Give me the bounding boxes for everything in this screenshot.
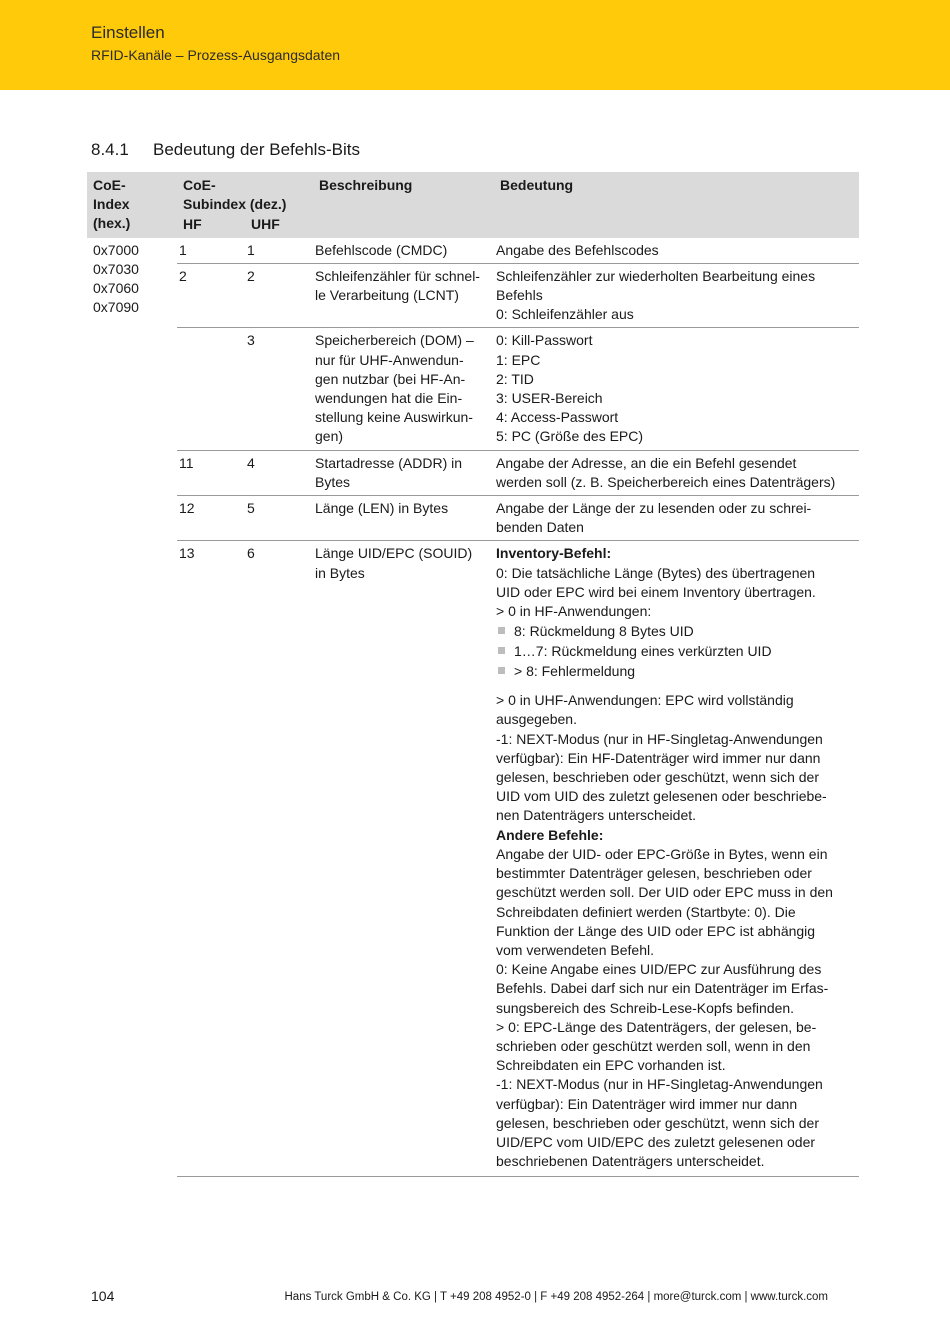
meaning-cell: Schleifenzähler zur wiederholten Bearbeitung eines Befehls 0: Schleifenzähler aus — [494, 263, 859, 328]
meaning-cell: Angabe des Befehlscodes — [494, 238, 859, 264]
table-row — [87, 450, 859, 495]
index-value: 0x7000 — [93, 241, 139, 258]
index-cell — [87, 238, 177, 1177]
table-row — [87, 541, 859, 1177]
header-subtitle: RFID-Kanäle – Prozess-Ausgangsdaten — [91, 47, 341, 63]
meaning-cell: 0: Kill-Passwort 1: EPC 2: TID 3: USER-Bereich 4: Access-Passwort 5: PC (Größe des EPC) — [494, 328, 859, 450]
description-cell: Länge (LEN) in Bytes — [313, 496, 494, 541]
description-cell: Länge UID/EPC (SOUID) in Bytes — [313, 541, 494, 1177]
uhf-cell: 6 — [245, 541, 313, 1177]
list-item: 1…7: Rückmeldung eines verkürzten UID — [496, 641, 855, 661]
table-row — [87, 263, 859, 328]
section-heading — [91, 140, 360, 160]
table-row — [87, 328, 859, 450]
description-cell: Befehlscode (CMDC) — [313, 238, 494, 264]
inventory-heading: Inventory-Befehl: — [496, 545, 612, 562]
list-item: > 8: Fehlermeldung — [496, 661, 855, 681]
meaning-cell: Angabe der Länge der zu lesenden oder zu schrei- benden Daten — [494, 496, 859, 541]
header-title: Einstellen — [91, 23, 165, 42]
table-row — [87, 496, 859, 541]
description-cell: Startadresse (ADDR) in Bytes — [313, 450, 494, 495]
header-hf: HF — [177, 214, 245, 237]
index-value: 0x7060 — [93, 280, 139, 297]
command-bits-table — [87, 172, 859, 1177]
uhf-cell: 1 — [245, 238, 313, 264]
index-value: 0x7090 — [93, 299, 139, 316]
header-meaning: Bedeutung — [494, 172, 859, 238]
section-title: Bedeutung der Befehls-Bits — [153, 140, 360, 159]
header-coe-subindex: CoE- Subindex (dez.) — [177, 172, 313, 214]
section-number: 8.4.1 — [91, 140, 129, 159]
hf-cell: 2 — [177, 263, 245, 328]
header-coe-index: CoE- Index (hex.) — [87, 172, 177, 238]
header-uhf: UHF — [245, 214, 313, 237]
index-value: 0x7030 — [93, 260, 139, 277]
hf-cell: 13 — [177, 541, 245, 1177]
description-cell: Schleifenzähler für schnel- le Verarbeitung (LCNT) — [313, 263, 494, 328]
bullet-square-icon — [498, 647, 505, 654]
meaning-cell: Inventory-Befehl: 0: Die tatsächliche Länge (Bytes) des übertragenen UID oder EPC wird bei einem Inventory übertragen. > 0 in HF-Anwendungen: 8: Rückmeldung 8 Bytes UID 1…7: Rückmeldung eines verkürzten UID > 8: Fehlermeldung > 0 in UHF-Anwendungen: EPC wird vollständig ausgegeben. -1: NEXT-Modus (nur in HF-Singletag-Anwendungen verfügbar): Ein HF-Datenträger wird immer nur dann gelesen, beschrieben oder geschützt, wenn sich der UID vom UID des zuletzt gelesenen oder beschriebe- nen Datenträgers unterscheidet. Andere Befehle: Angabe der UID- oder EPC-Größe in Bytes, wenn ein bestimmter Datenträger gelesen, beschrieben oder geschützt werden soll. Der UID oder EPC muss in den Schreibdaten definiert werden (Startbyte: 0). Die Funktion der Länge des UID oder EPC ist abhängig vom verwendeten Befehl. 0: Keine Angabe eines UID/EPC zur Ausführung des Befehls. Dabei darf sich nur ein Datenträger im Erfas- sungsbereich des Schreib-Lese-Kopfs befinden. > 0: EPC-Länge des Datenträgers, der gelesen, be- schrieben oder geschützt werden soll, wenn in den Schreibdaten ein EPC vorhanden ist. -1: NEXT-Modus (nur in HF-Singletag-Anwendungen verfügbar): Ein Datenträger wird immer nur dann gelesen, beschrieben oder geschützt, wenn sich der UID/EPC vom UID/EPC des zuletzt gelesenen oder beschriebenen Datenträgers unterscheidet. — [494, 541, 859, 1177]
description-cell: Speicherbereich (DOM) – nur für UHF-Anwendun- gen nutzbar (bei HF-An- wendungen hat die Ein- stellung keine Auswirkun- gen) — [313, 328, 494, 450]
uhf-cell: 5 — [245, 496, 313, 541]
hf-cell: 12 — [177, 496, 245, 541]
bullet-square-icon — [498, 627, 505, 634]
hf-cell: 1 — [177, 238, 245, 264]
bullet-list — [496, 621, 855, 681]
page-header — [0, 0, 950, 90]
header-description: Beschreibung — [313, 172, 494, 238]
company-info: Hans Turck GmbH & Co. KG | T +49 208 4952-0 | F +49 208 4952-264 | more@turck.com | www.turck.com — [284, 1291, 828, 1303]
table-row — [87, 238, 859, 264]
hf-cell: 11 — [177, 450, 245, 495]
meaning-cell: Angabe der Adresse, an die ein Befehl gesendet werden soll (z. B. Speicherbereich eines Datenträgers) — [494, 450, 859, 495]
other-commands-heading: Andere Befehle: — [496, 826, 604, 843]
uhf-cell: 4 — [245, 450, 313, 495]
uhf-cell: 3 — [245, 328, 313, 450]
hf-cell — [177, 328, 245, 450]
bullet-square-icon — [498, 667, 505, 674]
page-number: 104 — [91, 1288, 115, 1304]
list-item: 8: Rückmeldung 8 Bytes UID — [496, 621, 855, 641]
uhf-cell: 2 — [245, 263, 313, 328]
